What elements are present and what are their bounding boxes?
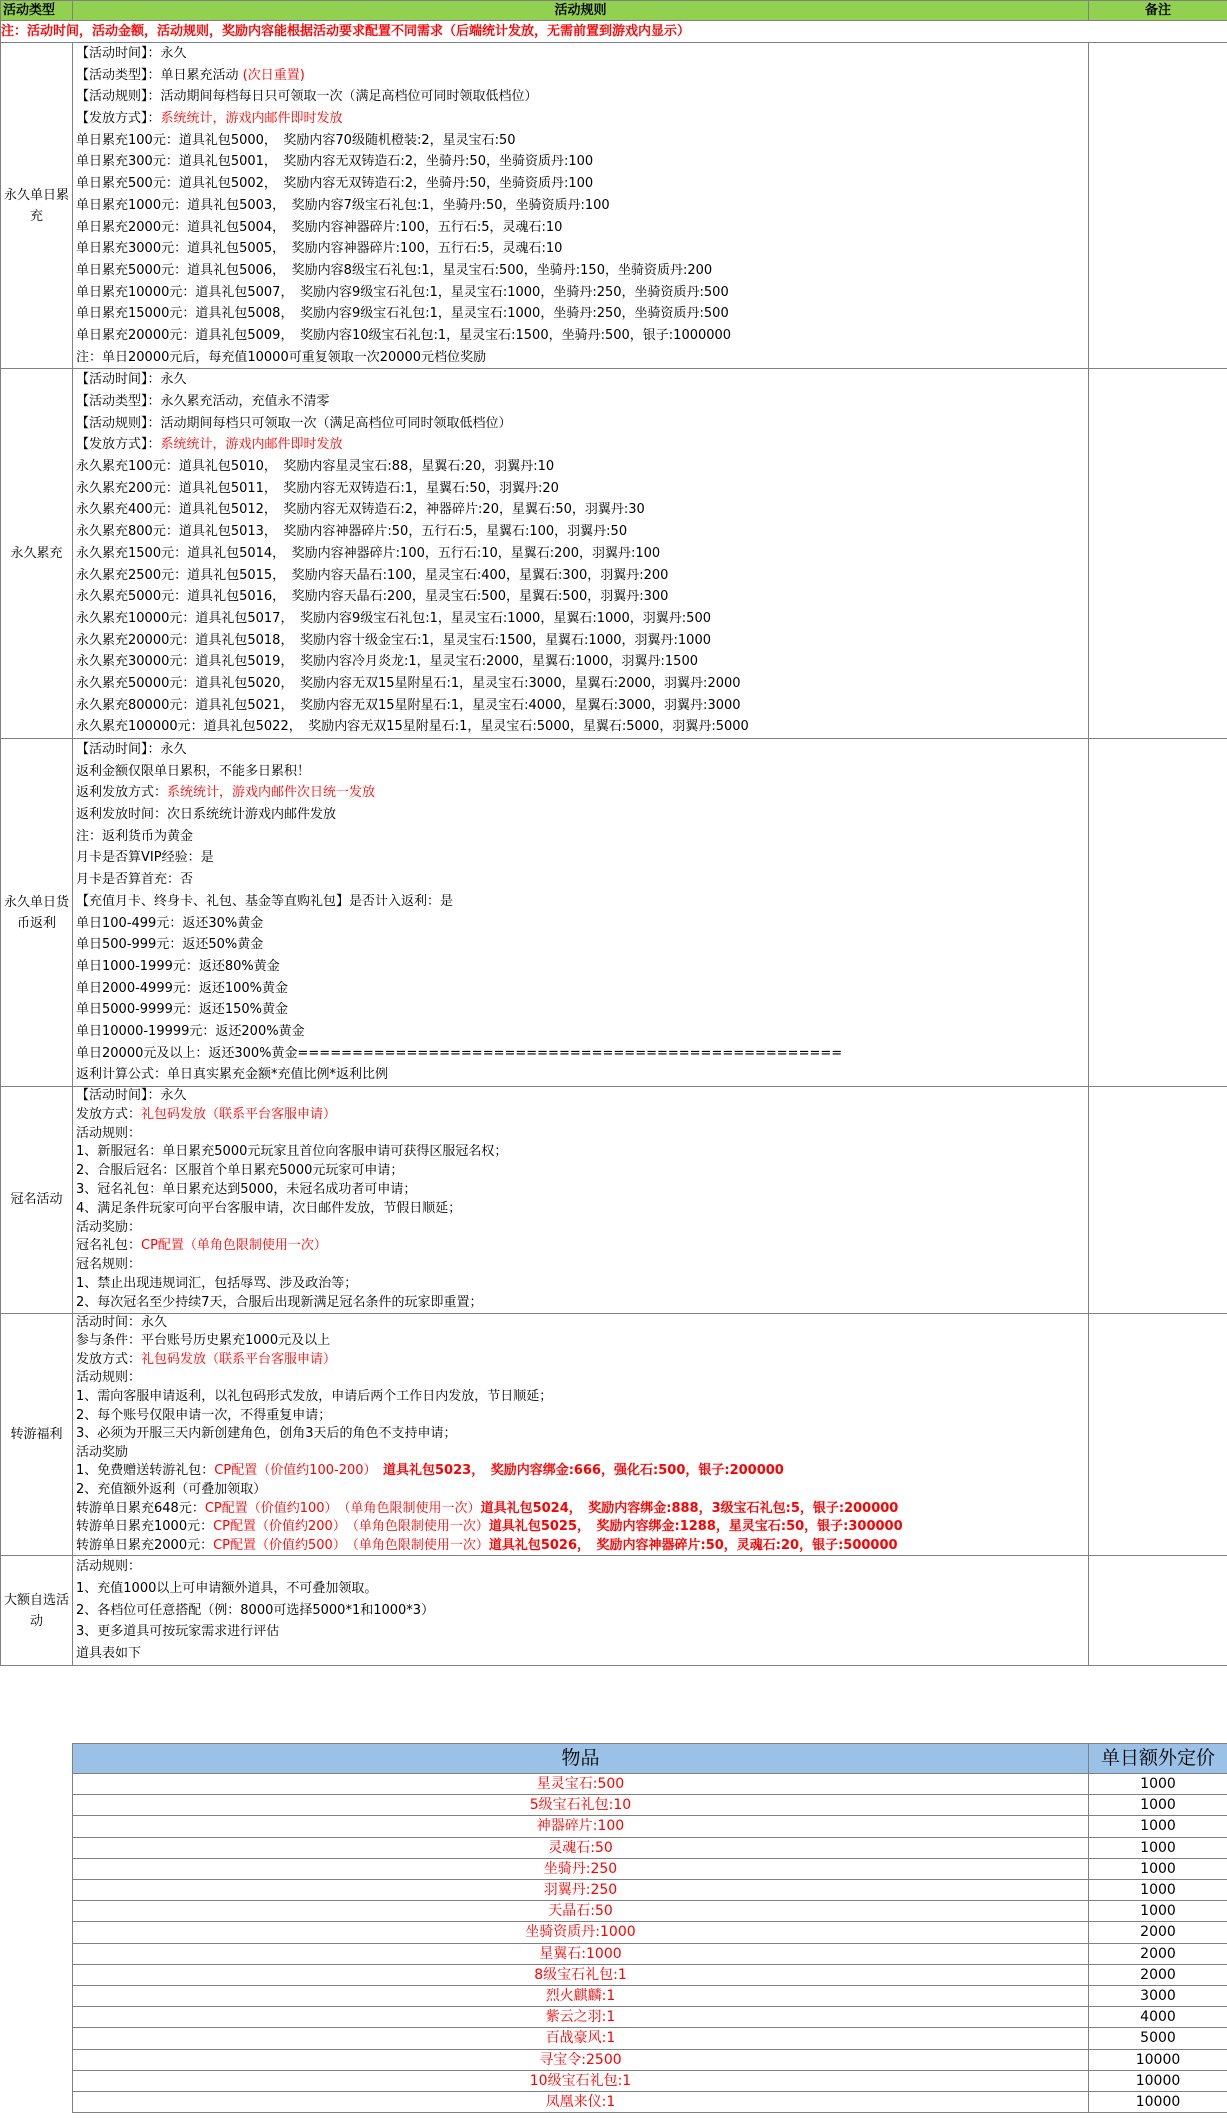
item-name-cell[interactable]: 坐骑丹:250 <box>73 1858 1089 1879</box>
item-price-cell[interactable]: 10000 <box>1089 2049 1227 2070</box>
item-row <box>73 1816 1227 1837</box>
item-price-cell[interactable]: 1000 <box>1089 1880 1227 1901</box>
header-remark[interactable]: 备注 <box>1089 1 1227 21</box>
rule-line <box>76 434 1088 456</box>
rule-text: 单日累充15000元：道具礼包5008， 奖励内容9级宝石礼包:1，星灵宝石:1000，坐骑丹:250，坐骑资质丹:500 <box>76 306 729 322</box>
item-price-cell[interactable]: 2000 <box>1089 1943 1227 1964</box>
rule-line <box>76 282 1088 304</box>
section-row <box>1 739 1227 1087</box>
rule-line <box>76 456 1088 478</box>
rule-line <box>76 1481 1088 1500</box>
rule-line <box>76 391 1088 413</box>
rule-text: 冠名礼包： <box>76 1238 142 1254</box>
item-price-cell[interactable]: 4000 <box>1089 2007 1227 2028</box>
rule-text: 道具表如下 <box>76 1646 142 1662</box>
rule-line <box>76 1162 1088 1181</box>
remark-cell[interactable] <box>1089 739 1227 1087</box>
item-row <box>73 1943 1227 1964</box>
rule-line <box>76 1462 1088 1481</box>
item-name-cell[interactable]: 天晶石:50 <box>73 1901 1089 1922</box>
item-row <box>73 1858 1227 1879</box>
rule-text: 单日累充500元：道具礼包5002， 奖励内容无双铸造石:2，坐骑丹:50，坐骑资质丹:100 <box>76 176 594 192</box>
item-row <box>73 1901 1227 1922</box>
rule-line <box>76 934 1088 956</box>
item-price-cell[interactable]: 10000 <box>1089 2092 1227 2113</box>
activity-type-cell[interactable]: 永久累充 <box>1 369 73 739</box>
rule-text: 永久累充10000元：道具礼包5017， 奖励内容9级宝石礼包:1，星灵宝石:1000，星翼石:1000，羽翼丹:500 <box>76 610 711 626</box>
header-type[interactable]: 活动类型 <box>1 1 73 21</box>
rule-text: 活动规则： <box>76 1370 142 1386</box>
item-name-cell[interactable]: 羽翼丹:250 <box>73 1880 1089 1901</box>
items-header-item[interactable]: 物品 <box>73 1744 1089 1774</box>
item-price-cell[interactable]: 1000 <box>1089 1774 1227 1795</box>
item-row <box>73 1795 1227 1816</box>
activity-rules-cell[interactable] <box>73 369 1089 739</box>
rule-text: 永久累充80000元：道具礼包5021， 奖励内容无双15星附星石:1，星灵宝石:4000，星翼石:3000，羽翼丹:3000 <box>76 697 741 713</box>
rule-text: 【活动时间】：永久 <box>76 46 187 61</box>
rule-line <box>76 565 1088 587</box>
remark-cell[interactable] <box>1089 369 1227 739</box>
rule-text: 发放方式： <box>76 1351 142 1367</box>
rule-text: 转游单日累充648元： <box>76 1500 205 1516</box>
rule-line <box>76 1181 1088 1200</box>
rule-text: 永久累充20000元：道具礼包5018， 奖励内容十级金宝石:1，星灵宝石:1500，星翼石:1000，羽翼丹:1000 <box>76 632 711 648</box>
remark-cell[interactable] <box>1089 1313 1227 1556</box>
rule-line <box>76 1643 1088 1665</box>
rule-text: 单日2000-4999元：返还100%黄金 <box>76 980 289 996</box>
section-row <box>1 1087 1227 1314</box>
rule-line <box>76 978 1088 1000</box>
item-price-cell[interactable]: 1000 <box>1089 1816 1227 1837</box>
header-rules[interactable]: 活动规则 <box>73 1 1089 21</box>
rule-line <box>76 173 1088 195</box>
rule-line <box>76 761 1088 783</box>
rule-line <box>76 1556 1088 1578</box>
rule-text: 【活动类型】：永久累充活动，充值永不清零 <box>76 394 330 409</box>
rule-line <box>76 847 1088 869</box>
rule-line <box>76 586 1088 608</box>
activity-rules-cell[interactable] <box>73 43 1089 369</box>
rule-line <box>76 65 1088 87</box>
rule-text: 2、每个账号仅限申请一次，不得重复申请； <box>76 1407 332 1423</box>
highlight-text: 礼包码发放（联系平台客服申请） <box>141 1106 337 1122</box>
rule-text: 【活动时间】：永久 <box>76 1088 187 1103</box>
item-row <box>73 2007 1227 2028</box>
remark-cell[interactable] <box>1089 1087 1227 1314</box>
highlight-text: CP配置（价值约200） （单角色限制使用一次） <box>213 1519 489 1535</box>
rule-line <box>76 499 1088 521</box>
rule-text: 注：返利货币为黄金 <box>76 828 194 844</box>
rule-line <box>76 1578 1088 1600</box>
rule-line <box>76 956 1088 978</box>
rule-line <box>76 1064 1088 1086</box>
rule-line <box>76 1518 1088 1537</box>
item-price-cell[interactable]: 1000 <box>1089 1901 1227 1922</box>
rule-line <box>76 869 1088 891</box>
item-name-cell[interactable]: 凤凰来仪:1 <box>73 2092 1089 2113</box>
rule-line <box>76 369 1088 391</box>
rule-text: 永久累充5000元：道具礼包5016， 奖励内容天晶石:200，星灵宝石:500，星翼石:500，羽翼丹:300 <box>76 589 669 605</box>
highlight-text: 礼包码发放（联系平台客服申请） <box>141 1351 337 1367</box>
rule-line <box>76 1314 1088 1333</box>
rule-text: 【发放方式】： <box>76 111 161 127</box>
rule-line <box>76 739 1088 761</box>
section-row <box>1 1313 1227 1556</box>
rule-line <box>76 1425 1088 1444</box>
rule-text: 永久累充100元：道具礼包5010， 奖励内容星灵宝石:88，星翼石:20，羽翼丹:10 <box>76 459 555 475</box>
rule-line <box>76 1043 1088 1065</box>
items-header-row <box>73 1744 1227 1774</box>
rule-text: 【活动规则】：活动期间每档只可领取一次（满足高档位可同时领取低档位） <box>76 415 512 431</box>
activity-type-cell[interactable]: 大额自选活动 <box>1 1556 73 1665</box>
rule-line <box>76 303 1088 325</box>
rule-line <box>76 913 1088 935</box>
rule-line <box>76 1537 1088 1556</box>
rule-line <box>76 804 1088 826</box>
item-row <box>73 2049 1227 2070</box>
rule-line <box>76 651 1088 673</box>
remark-cell[interactable] <box>1089 1556 1227 1665</box>
item-price-cell[interactable]: 1000 <box>1089 1837 1227 1858</box>
rule-line <box>76 1600 1088 1622</box>
rule-text: 【发放方式】： <box>76 437 161 453</box>
items-header-price[interactable]: 单日额外定价 <box>1089 1744 1227 1774</box>
item-name-cell[interactable]: 烈火麒麟:1 <box>73 1986 1089 2007</box>
rule-text: 冠名规则： <box>76 1257 142 1273</box>
rule-line <box>76 1388 1088 1407</box>
rule-text: 2、合服后冠名：区服首个单日累充5000元玩家可申请； <box>76 1163 404 1179</box>
highlight-text: (次日重置) <box>242 67 305 83</box>
rule-text: 返利发放方式： <box>76 785 168 801</box>
item-row <box>73 2028 1227 2049</box>
highlight-text: CP配置（单角色限制使用一次） <box>141 1238 327 1254</box>
rule-line <box>76 1143 1088 1162</box>
item-row <box>73 2092 1227 2113</box>
header-row <box>1 1 1227 21</box>
rule-text: 活动规则： <box>76 1559 142 1575</box>
item-name-cell[interactable]: 5级宝石礼包:10 <box>73 1795 1089 1816</box>
highlight-text: 系统统计，游戏内邮件次日统一发放 <box>167 785 376 801</box>
item-price-cell[interactable]: 1000 <box>1089 1795 1227 1816</box>
activity-type-cell[interactable]: 冠名活动 <box>1 1087 73 1314</box>
section-row <box>1 43 1227 369</box>
highlight-text: 系统统计，游戏内邮件即时发放 <box>160 111 343 127</box>
rule-line <box>76 217 1088 239</box>
rule-text: 单日500-999元：返还50%黄金 <box>76 937 264 953</box>
rule-text: 返利金额仅限单日累积，不能多日累积！ <box>76 763 311 779</box>
rule-line <box>76 782 1088 804</box>
rule-line <box>76 716 1088 738</box>
rule-line <box>76 260 1088 282</box>
rule-text: 1、新服冠名：单日累充5000元玩家且首位向客服申请可获得区服冠名权； <box>76 1144 508 1160</box>
rule-text: 4、满足条件玩家可向平台客服申请，次日邮件发放，节假日顺延； <box>76 1200 462 1216</box>
rule-line <box>76 1219 1088 1238</box>
activity-type-cell[interactable]: 转游福利 <box>1 1313 73 1556</box>
rule-line <box>76 1256 1088 1275</box>
rule-text: 返利计算公式：单日真实累充金额*充值比例*返利比例 <box>76 1067 389 1083</box>
highlight-text: 道具礼包5024， 奖励内容绑金:888，3级宝石礼包:5，银子:200000 <box>480 1500 899 1516</box>
rule-line <box>76 826 1088 848</box>
rule-text: 返利发放时间：次日系统统计游戏内邮件发放 <box>76 807 337 823</box>
rule-text: 活动奖励 <box>76 1444 129 1460</box>
item-price-cell[interactable]: 2000 <box>1089 1922 1227 1943</box>
rule-text: 发放方式： <box>76 1106 142 1122</box>
rule-line <box>76 238 1088 260</box>
item-price-cell[interactable]: 5000 <box>1089 2028 1227 2049</box>
rule-text: 单日20000元及以上：返还300%黄金================================================== <box>76 1045 843 1061</box>
rule-text: 活动时间：永久 <box>76 1314 168 1330</box>
rule-text: 2、每次冠名至少持续7天，合服后出现新满足冠名条件的玩家即重置； <box>76 1294 483 1310</box>
rule-line <box>76 543 1088 565</box>
rule-line <box>76 1200 1088 1219</box>
rule-line <box>76 891 1088 913</box>
rule-line <box>76 608 1088 630</box>
section-row <box>1 1556 1227 1665</box>
rule-text: 单日累充1000元：道具礼包5003， 奖励内容7级宝石礼包:1，坐骑丹:50，坐骑资质丹:100 <box>76 197 610 213</box>
highlight-text: CP配置（价值约100） （单角色限制使用一次） <box>204 1500 481 1516</box>
rule-text: 永久累充800元：道具礼包5013， 奖励内容神器碎片:50，五行石:5，星翼石:100，羽翼丹:50 <box>76 524 628 540</box>
rule-line <box>76 195 1088 217</box>
highlight-text: 道具礼包5025， 奖励内容绑金:1288，星灵宝石:50，银子:300000 <box>488 1519 903 1535</box>
item-name-cell[interactable]: 星灵宝石:500 <box>73 1774 1089 1795</box>
rule-text: 1、需向客服申请返利，以礼包码形式发放，申请后两个工作日内发放，节日顺延； <box>76 1388 553 1404</box>
highlight-text: CP配置（价值约100-200） <box>214 1463 371 1479</box>
rule-text: 【活动时间】：永久 <box>76 742 187 757</box>
rule-line <box>76 108 1088 130</box>
items-price-table <box>72 1743 1227 2113</box>
rule-text: 单日5000-9999元：返还150%黄金 <box>76 1002 289 1018</box>
item-name-cell[interactable]: 坐骑资质丹:1000 <box>73 1922 1089 1943</box>
section-row <box>1 369 1227 739</box>
rule-line <box>76 478 1088 500</box>
rule-text: 【充值月卡、终身卡、礼包、基金等直购礼包】是否计入返利：是 <box>76 893 454 909</box>
item-row <box>73 1964 1227 1985</box>
item-row <box>73 1774 1227 1795</box>
rule-text: 转游单日累充2000元： <box>76 1537 214 1553</box>
rule-line <box>76 999 1088 1021</box>
item-name-cell[interactable]: 神器碎片:100 <box>73 1816 1089 1837</box>
rule-text: 【活动时间】：永久 <box>76 372 187 388</box>
rule-line <box>76 1332 1088 1351</box>
rule-text: 1、免费赠送转游礼包： <box>76 1463 215 1479</box>
rule-text: 永久累充100000元：道具礼包5022， 奖励内容无双15星附星石:1，星灵宝石:5000，星翼石:5000，羽翼丹:5000 <box>76 719 749 735</box>
item-price-cell[interactable]: 10000 <box>1089 2070 1227 2091</box>
rule-line <box>76 1021 1088 1043</box>
rule-line <box>76 1125 1088 1144</box>
rule-text: 永久累充400元：道具礼包5012， 奖励内容无双铸造石:2，神器碎片:20，星翼石:50，羽翼丹:30 <box>76 502 645 518</box>
rule-line <box>76 347 1088 369</box>
rule-text: 单日累充5000元：道具礼包5006， 奖励内容8级宝石礼包:1，星灵宝石:500，坐骑丹:150，坐骑资质丹:200 <box>76 262 713 278</box>
item-price-cell[interactable]: 2000 <box>1089 1964 1227 1985</box>
item-name-cell[interactable]: 10级宝石礼包:1 <box>73 2070 1089 2091</box>
rule-text: 2、各档位可任意搭配（例：8000可选择5000*1和1000*3） <box>76 1602 435 1618</box>
item-name-cell[interactable]: 灵魂石:50 <box>73 1837 1089 1858</box>
rule-text: 月卡是否算VIP经验：是 <box>76 850 214 866</box>
rule-text: 单日100-499元：返还30%黄金 <box>76 915 264 931</box>
rule-line <box>76 325 1088 347</box>
rule-line <box>76 413 1088 435</box>
rule-text: 【活动规则】：活动期间每档每日只可领取一次（满足高档位可同时领取低档位） <box>76 89 538 105</box>
rule-line <box>76 630 1088 652</box>
activity-rules-cell[interactable] <box>73 1556 1089 1665</box>
item-name-cell[interactable]: 8级宝石礼包:1 <box>73 1964 1089 1985</box>
rule-text: 单日10000-19999元：返还200%黄金 <box>76 1023 305 1039</box>
item-name-cell[interactable]: 星翼石:1000 <box>73 1943 1089 1964</box>
highlight-text: 道具礼包5023， 奖励内容绑金:666，强化石:500，银子:200000 <box>370 1463 784 1479</box>
rule-line <box>76 1087 1088 1106</box>
highlight-text: CP配置（价值约500） （单角色限制使用一次） <box>213 1537 489 1553</box>
rule-line <box>76 1369 1088 1388</box>
rule-text: 月卡是否算首充：否 <box>76 872 194 888</box>
rule-text: 单日累充20000元：道具礼包5009， 奖励内容10级宝石礼包:1，星灵宝石:1500，坐骑丹:500，银子:1000000 <box>76 327 732 343</box>
activity-rules-cell[interactable] <box>73 1087 1089 1314</box>
item-row <box>73 1986 1227 2007</box>
rule-line <box>76 1275 1088 1294</box>
item-row <box>73 1837 1227 1858</box>
highlight-text: 道具礼包5026， 奖励内容神器碎片:50，灵魂石:20，银子:500000 <box>488 1537 898 1553</box>
rule-text: 3、必须为开服三天内新创建角色，创角3天后的角色不支持申请； <box>76 1426 457 1442</box>
note-cell[interactable]: 注：活动时间，活动金额，活动规则，奖励内容能根据活动要求配置不同需求（后端统计发放，无需前置到游戏内显示） <box>1 21 1227 43</box>
rule-text: 单日累充10000元：道具礼包5007， 奖励内容9级宝石礼包:1，星灵宝石:1000，坐骑丹:250，坐骑资质丹:500 <box>76 284 729 300</box>
rule-text: 单日累充100元：道具礼包5000， 奖励内容70级随机橙装:2，星灵宝石:50 <box>76 132 516 148</box>
rule-text: 单日累充2000元：道具礼包5004， 奖励内容神器碎片:100，五行石:5，灵魂石:10 <box>76 219 563 235</box>
rule-line <box>76 130 1088 152</box>
rule-text: 3、冠名礼包：单日累充达到5000，未冠名成功者可申请； <box>76 1181 417 1197</box>
rule-line <box>76 1621 1088 1643</box>
rule-text: 活动规则： <box>76 1125 142 1141</box>
rule-line <box>76 1106 1088 1125</box>
note-row <box>1 21 1227 43</box>
rule-line <box>76 695 1088 717</box>
rule-text: 单日1000-1999元：返还80%黄金 <box>76 958 280 974</box>
activity-rules-cell[interactable] <box>73 739 1089 1087</box>
rule-text: 1、充值1000以上可申请额外道具，不可叠加领取。 <box>76 1580 378 1596</box>
activity-type-cell[interactable]: 永久单日货币返利 <box>1 739 73 1087</box>
highlight-text: 系统统计，游戏内邮件即时发放 <box>160 437 343 453</box>
rule-text: 单日累充3000元：道具礼包5005， 奖励内容神器碎片:100，五行石:5，灵魂石:10 <box>76 241 563 257</box>
rule-text: 参与条件：平台账号历史累充1000元及以上 <box>76 1333 331 1349</box>
rule-text: 转游单日累充1000元： <box>76 1519 214 1535</box>
rule-text: 单日累充300元：道具礼包5001， 奖励内容无双铸造石:2，坐骑丹:50，坐骑资质丹:100 <box>76 154 594 170</box>
rule-text: 3、更多道具可按玩家需求进行评估 <box>76 1624 280 1640</box>
rule-text: 永久累充200元：道具礼包5011， 奖励内容无双铸造石:1，星翼石:50，羽翼丹:20 <box>76 480 559 496</box>
item-name-cell[interactable]: 寻宝令:2500 <box>73 2049 1089 2070</box>
rule-text: 永久累充2500元：道具礼包5015， 奖励内容天晶石:100，星灵宝石:400，星翼石:300，羽翼丹:200 <box>76 567 669 583</box>
rule-text: 永久累充50000元：道具礼包5020， 奖励内容无双15星附星石:1，星灵宝石:3000，星翼石:2000，羽翼丹:2000 <box>76 675 741 691</box>
rule-line <box>76 1237 1088 1256</box>
rule-line <box>76 1500 1088 1519</box>
item-name-cell[interactable]: 百战豪风:1 <box>73 2028 1089 2049</box>
rule-line <box>76 43 1088 65</box>
rule-line <box>76 521 1088 543</box>
rule-line <box>76 86 1088 108</box>
item-price-cell[interactable]: 3000 <box>1089 1986 1227 2007</box>
rule-line <box>76 1444 1088 1463</box>
rule-text: 永久累充30000元：道具礼包5019， 奖励内容冷月炎龙:1，星灵宝石:2000，星翼石:1000，羽翼丹:1500 <box>76 654 698 670</box>
rule-line <box>76 1407 1088 1426</box>
rule-line <box>76 151 1088 173</box>
rule-line <box>76 673 1088 695</box>
rule-text: 永久累充1500元：道具礼包5014， 奖励内容神器碎片:100，五行石:10，星翼石:200，羽翼丹:100 <box>76 545 661 561</box>
rule-text: 1、禁止出现违规词汇，包括辱骂、涉及政治等； <box>76 1275 358 1291</box>
item-row <box>73 1880 1227 1901</box>
remark-cell[interactable] <box>1089 43 1227 369</box>
item-row <box>73 2070 1227 2091</box>
rule-line <box>76 1351 1088 1370</box>
item-name-cell[interactable]: 紫云之羽:1 <box>73 2007 1089 2028</box>
rule-text: 活动奖励： <box>76 1219 142 1235</box>
activity-type-cell[interactable]: 永久单日累充 <box>1 43 73 369</box>
rule-text: 注：单日20000元后，每充值10000可重复领取一次20000元档位奖励 <box>76 349 487 365</box>
activity-rules-cell[interactable] <box>73 1313 1089 1556</box>
item-row <box>73 1922 1227 1943</box>
rule-line <box>76 1294 1088 1313</box>
rule-text: 【活动类型】：单日累充活动 <box>76 67 243 83</box>
item-price-cell[interactable]: 1000 <box>1089 1858 1227 1879</box>
rule-text: 2、充值额外返利（可叠加领取） <box>76 1481 267 1497</box>
